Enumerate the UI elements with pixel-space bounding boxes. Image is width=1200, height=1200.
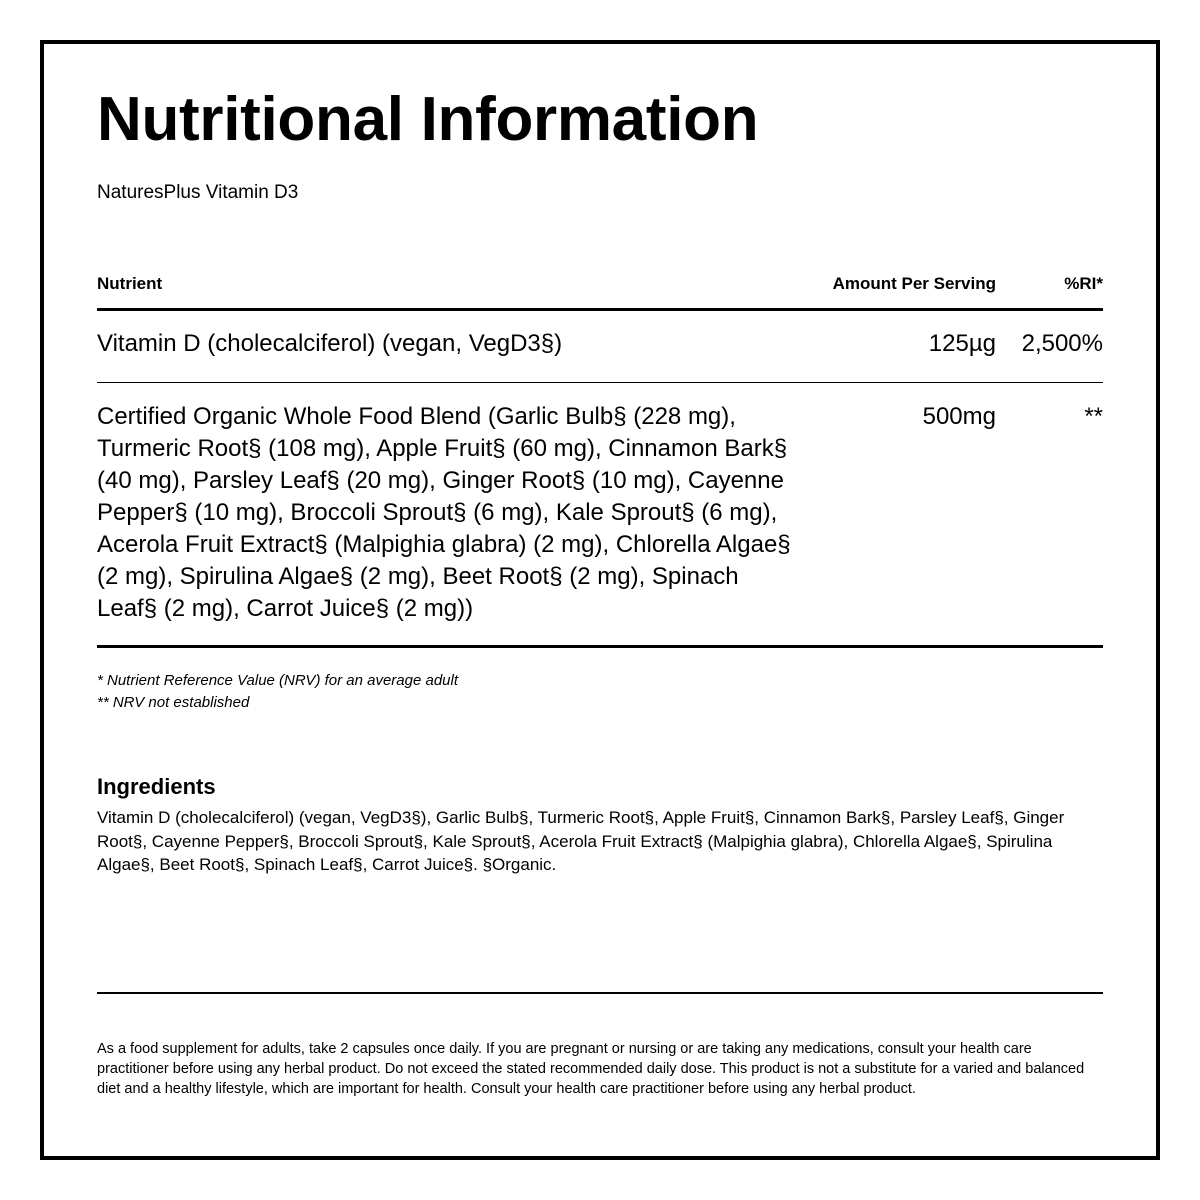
nutrient-amount: 500mg: [922, 403, 996, 430]
footnotes: [97, 670, 458, 714]
ingredients-heading: Ingredients: [97, 774, 216, 799]
header-amount: Amount Per Serving: [832, 274, 996, 293]
ingredients-text: Vitamin D (cholecalciferol) (vegan, VegD3§), Garlic Bulb§, Turmeric Root§, Apple Fruit§, Cinnamon Bark§, Parsley Leaf§, Ginger Root§, Cayenne Pepper§, Broccoli Sprout§, Kale Sprout§, Acerola Fruit Extract§ (Malpighia glabra), Chlorella Algae§, Spirulina Algae§, Beet Root§, Spinach Leaf§, Carrot Juice§. §Organic.: [97, 808, 1065, 874]
table-row: [97, 311, 1103, 383]
nutrient-amount: 125µg: [928, 330, 996, 357]
table-header: [97, 272, 1103, 311]
header-nutrient: Nutrient: [97, 274, 163, 293]
product-name: NaturesPlus Vitamin D3: [97, 182, 299, 203]
nutrient-name: Certified Organic Whole Food Blend (Garlic Bulb§ (228 mg), Turmeric Root§ (108 mg), Apple Fruit§ (60 mg), Cinnamon Bark§ (40 mg), Parsley Leaf§ (20 mg), Ginger Root§ (10 mg), Cayenne Pepper§ (10 mg), Broccoli Sprout§ (6 mg), Kale Sprout§ (6 mg), Acerola Fruit Extract§ (Malpighia glabra) (2 mg), Chlorella Algae§ (2 mg), Spirulina Algae§ (2 mg), Beet Root§ (2 mg), Spinach Leaf§ (2 mg), Carrot Juice§ (2 mg)): [97, 403, 791, 622]
nutrient-ri: 2,500%: [1021, 330, 1103, 357]
nutrient-ri: **: [1084, 403, 1103, 430]
footnote-not-established: ** NRV not established: [97, 694, 250, 711]
nutrition-table: [97, 272, 1103, 648]
header-ri: %RI*: [1064, 274, 1103, 293]
directions-text: As a food supplement for adults, take 2 capsules once daily. If you are pregnant or nursing or are taking any medications, consult your health care practitioner before using any herbal product. Do not exceed the stated recommended daily dose. This product is not a substitute for a varied and balanced diet and a healthy lifestyle, which are important for health. Consult your health care practitioner before using any herbal product.: [97, 1041, 1085, 1097]
nutrient-name: Vitamin D (cholecalciferol) (vegan, VegD3§): [97, 330, 563, 357]
footnote-nrv: * Nutrient Reference Value (NRV) for an average adult: [97, 672, 459, 689]
divider: [97, 992, 1103, 994]
table-row: [97, 383, 1103, 648]
page-title: Nutritional Information: [97, 85, 759, 154]
